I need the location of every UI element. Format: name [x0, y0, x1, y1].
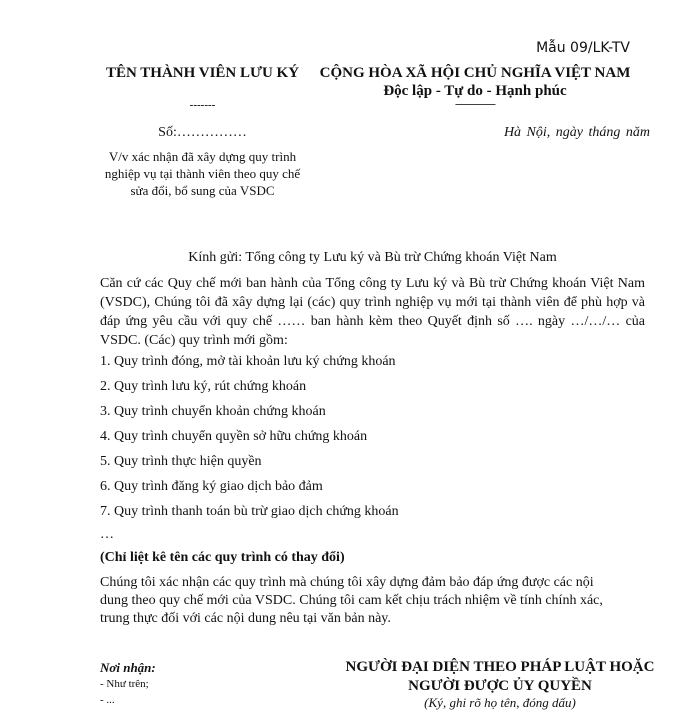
- signature-title: NGƯỜI ĐẠI DIỆN THEO PHÁP LUẬT HOẶC NGƯỜI ĐƯỢC ỦY QUYỀN: [345, 659, 655, 694]
- recipient-line: Kính gửi: Tổng công ty Lưu ký và Bù trừ Chứng khoán Việt Nam: [188, 250, 557, 265]
- document-number: Số:……………: [158, 125, 247, 140]
- country-name: CỘNG HÒA XÃ HỘI CHỦ NGHĨA VIỆT NAM: [319, 65, 631, 81]
- list-item: 5. Quy trình thực hiện quyền: [100, 454, 262, 469]
- form-code: Mẫu 09/LK-TV: [536, 40, 630, 56]
- left-header-divider: -------: [189, 99, 216, 111]
- right-header-divider: ---------------: [455, 98, 495, 110]
- national-motto: Độc lập - Tự do - Hạnh phúc: [383, 83, 567, 99]
- recipient-item: - Như trên;: [100, 678, 149, 690]
- list-item: 1. Quy trình đóng, mở tài khoản lưu ký chứng khoán: [100, 354, 396, 369]
- list-item: 4. Quy trình chuyển quyền sở hữu chứng khoán: [100, 429, 368, 444]
- place-date: Hà Nội, ngày tháng năm: [503, 125, 650, 140]
- list-item: 6. Quy trình đăng ký giao dịch bảo đảm: [100, 479, 323, 494]
- list-ellipsis: …: [100, 527, 114, 542]
- confirmation-paragraph: Chúng tôi xác nhận các quy trình mà chúng tôi xây dựng đảm bảo đáp ứng được các nội dung theo quy chế mới của VSDC. Chúng tôi cam kết chịu trách nhiệm về tính chính xác, trung thực đối với các nội dung nêu tại văn bản này.: [100, 575, 603, 626]
- procedure-list: [100, 352, 399, 527]
- member-name-heading: TÊN THÀNH VIÊN LƯU KÝ: [105, 65, 300, 81]
- national-header: [305, 64, 645, 100]
- list-note: (Chỉ liệt kê tên các quy trình có thay đổi): [100, 550, 345, 565]
- document-subject: V/v xác nhận đã xây dựng quy trình nghiệp vụ tại thành viên theo quy chế sửa đổi, bổ sung của VSDC: [104, 149, 301, 198]
- intro-paragraph: Căn cứ các Quy chế mới ban hành của Tổng công ty Lưu ký và Bù trừ Chứng khoán Việt Nam (VSDC), Chúng tôi đã xây dựng lại (các) quy trình nghiệp vụ mới tại thành viên để phù hợp và đáp ứng yêu cầu với quy chế …… ban hành kèm theo Quyết định số …. ngày …/…/… của VSDC. (Các) quy trình mới gồm:: [100, 276, 645, 348]
- recipients-label: Nơi nhận:: [100, 660, 156, 675]
- list-item: 2. Quy trình lưu ký, rút chứng khoán: [100, 379, 307, 394]
- list-item: 3. Quy trình chuyển khoản chứng khoán: [100, 404, 326, 419]
- signature-note: (Ký, ghi rõ họ tên, đóng dấu): [424, 695, 576, 710]
- list-item: 7. Quy trình thanh toán bù trừ giao dịch chứng khoán: [100, 504, 399, 519]
- recipient-item: - ...: [100, 694, 115, 706]
